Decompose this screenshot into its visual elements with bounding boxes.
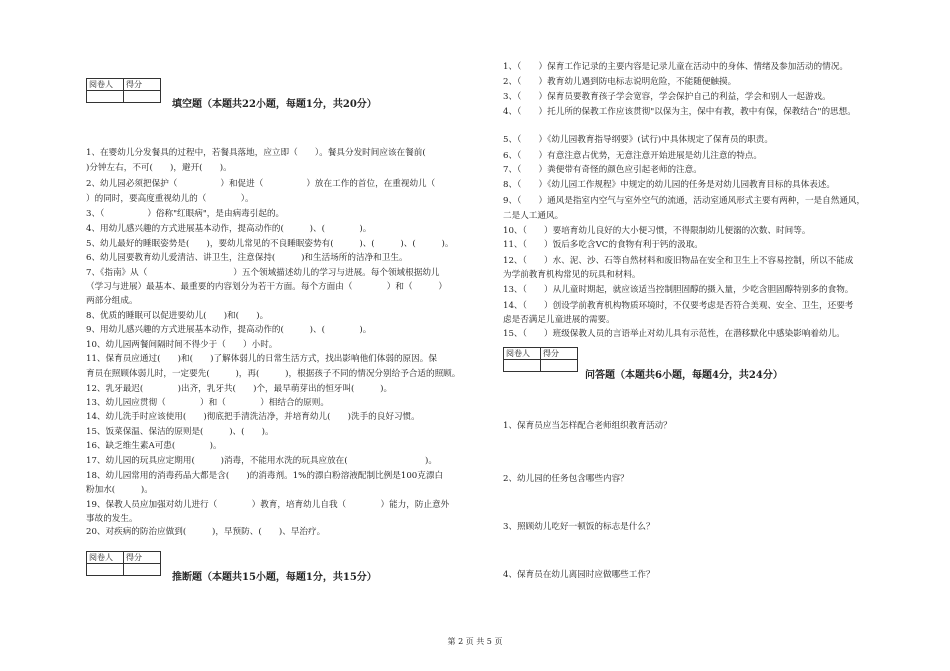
question-line: 3、照顾幼儿吃好一顿饭的标志是什么？ xyxy=(503,522,655,532)
question-line: 两部分组成。 xyxy=(86,296,138,306)
question-line: 10、幼儿园两餐间隔时间不得少于（ ）小时。 xyxy=(86,340,278,350)
question-line: 8、（ ）《幼儿园工作规程》中规定的幼儿园的任务是对幼儿园教育目标的具体表述。 xyxy=(503,180,836,190)
question-line: 5、幼儿最好的睡眠姿势是( )，要幼儿常见的不良睡眠姿势有( )、( )、( )。 xyxy=(86,239,454,249)
grader-label: 阅卷人 xyxy=(87,79,124,91)
question-line: 15、（ ）班级保教人员的言语举止对幼儿具有示范性，在潜移默化中感染影响着幼儿。 xyxy=(503,329,845,339)
question-line: （学习与进展）最基本、最重要的内容划分为若干方面。每个方面由（ ）和（ ） xyxy=(86,282,447,292)
question-line: 为学前教育机构常见的玩具和材料。 xyxy=(503,270,641,280)
question-line: 20、对疾病的防治应做到( )，早预防、( )、早治疗。 xyxy=(86,527,326,537)
question-line: 12、乳牙最迟( )出齐，乳牙共( )个，最早萌芽出的恒牙叫( )。 xyxy=(86,384,393,394)
question-line: 11、（ ）饭后多吃含VC的食物有利于钙的汲取。 xyxy=(503,240,703,250)
question-line: 9、（ ）通风是指室内空气与室外空气的流通，活动室通风形式主要有两种，一是自然通风， xyxy=(503,196,866,206)
page-footer: 第 2 页 共 5 页 xyxy=(447,637,503,646)
question-line: 3、（ ）俗称"红眼病"，是由病毒引起的。 xyxy=(86,209,285,219)
score-label: 得分 xyxy=(541,348,578,360)
question-line: 3、（ ）保育员要教育孩子学会宽容，学会保护自己的利益，学会和别人一起游戏。 xyxy=(503,92,831,102)
question-line: 6、幼儿园要教育幼儿爱清洁、讲卫生，注意保持( )和生活场所的洁净和卫生。 xyxy=(86,253,408,263)
question-line: 15、饭菜保温、保洁的原则是( )、( )。 xyxy=(86,427,274,437)
question-line: 8、优质的睡眠可以促进要幼儿( )和( )。 xyxy=(86,311,269,321)
question-line: 2、幼儿园的任务包含哪些内容？ xyxy=(503,474,629,484)
question-line: 事故的发生。 xyxy=(86,514,138,524)
question-line: 17、幼儿园的玩具应定期用( )消毒，不能用水洗的玩具应放在( )。 xyxy=(86,456,437,466)
question-line: 4、保育员在幼儿离园时应做哪些工作？ xyxy=(503,570,655,580)
question-line: 育员在照顾体弱儿时，一定要先( )，再( )，根据孩子不同的情况分别给予合适的照顾。 xyxy=(86,369,461,379)
question-line: 13、幼儿园应贯彻（ ）和（ ）相结合的原则。 xyxy=(86,398,329,408)
question-line: ）的同时，要高度重视幼儿的（ ）。 xyxy=(86,194,254,204)
question-line: 2、（ ）教育幼儿遇到防电标志说明危险，不能随便触摸。 xyxy=(503,77,737,87)
question-line: 1、（ ）保育工作记录的主要内容是记录儿童在活动中的身体、情绪及参加活动的情况。 xyxy=(503,62,848,72)
question-line: 1、保育员应当怎样配合老师组织教育活动？ xyxy=(503,421,672,431)
question-line: 虑是否满足儿童进展的需要。 xyxy=(503,315,615,325)
question-line: 10、（ ）要培育幼儿良好的大小便习惯，不得限制幼儿便溺的次数、时间等。 xyxy=(503,226,811,236)
question-line: 13、（ ）从儿童时期起，就应该适当控制胆固醇的摄入量，少吃含胆固醇特别多的食物。 xyxy=(503,285,854,295)
question-line: 4、用幼儿感兴趣的方式进展基本动作，提高动作的( )、( )。 xyxy=(86,224,372,234)
grader-box-qa xyxy=(503,347,578,372)
grader-label: 阅卷人 xyxy=(87,552,124,564)
question-line: 14、（ ）创设学前教育机构物质环境时，不仅要考虑是否符合美观、安全、卫生，还要考 xyxy=(503,301,854,311)
grader-label: 阅卷人 xyxy=(504,348,541,360)
judge-section-title: 推断题（本题共15小题，每题1分，共15分） xyxy=(172,572,377,583)
question-line: 二是人工通风。 xyxy=(503,211,564,221)
score-label: 得分 xyxy=(124,552,161,564)
question-line: 6、（ ）有意注意占优势，无意注意开始进展是幼儿注意的特点。 xyxy=(503,151,762,161)
qa-section-title: 问答题（本题共6小题，每题4分，共24分） xyxy=(585,370,783,381)
question-line: 5、（ ）《幼儿园教育指导纲要》(试行)中具体规定了保育员的职责。 xyxy=(503,135,773,145)
question-line: 12、（ ）水、泥、沙、石等自然材料和废旧物品在安全和卫生上不容易控制，所以不能成 xyxy=(503,256,854,266)
question-line: 16、缺乏维生素A可患( )。 xyxy=(86,441,222,451)
question-line: 7、《指南》从（ ）五个领域描述幼儿的学习与进展。每个领域根据幼儿 xyxy=(86,268,440,278)
question-line: 2、幼儿园必须把保护（ ）和促进（ ）放在工作的首位，在重视幼儿（ xyxy=(86,179,436,189)
question-line: 7、（ ）粪便带有奇怪的颜色应引起老师的注意。 xyxy=(503,165,702,175)
grader-box-fill xyxy=(86,78,161,103)
question-line: 1、在婴幼儿分发餐具的过程中，若餐具落地，应立即（ ）。餐具分发时间应该在餐前( xyxy=(86,148,426,158)
grader-box-judge xyxy=(86,551,161,576)
question-line: 11、保育员应通过( )和( )了解体弱儿的日常生活方式，找出影响他们体弱的原因。保 xyxy=(86,354,437,364)
question-line: )分钟左右，不可( )，避开( )。 xyxy=(86,163,232,173)
fill-section-title: 填空题（本题共22小题，每题1分，共20分） xyxy=(172,99,377,110)
question-line: 14、幼儿洗手时应该使用( )彻底把手清洗洁净，并培育幼儿( )洗手的良好习惯。 xyxy=(86,412,420,422)
question-line: 9、用幼儿感兴趣的方式进展基本动作，提高动作的( )、( )。 xyxy=(86,325,372,335)
question-line: 粉加水( )。 xyxy=(86,485,153,495)
question-line: 19、保教人员应加强对幼儿进行（ ）教育，培育幼儿自我（ ）能力，防止意外 xyxy=(86,500,450,510)
question-line: 18、幼儿园常用的消毒药品大都是含( )的消毒剂。1%的漂白粉溶液配制比例是100克漂白 xyxy=(86,471,444,481)
question-line: 4、（ ）托儿所的保教工作应该贯彻"以保为主，保中有教，教中有保，保教结合"的思想。 xyxy=(503,107,856,117)
score-label: 得分 xyxy=(124,79,161,91)
